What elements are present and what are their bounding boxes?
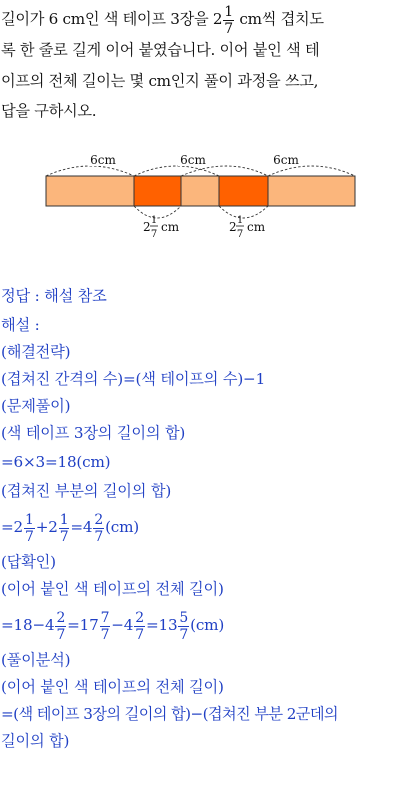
haeseol-label: 해설 : [1, 316, 40, 334]
overlap-arc-1 [134, 206, 181, 218]
overlap-expression: =2 $\frac{1}{7}$ +2 $\frac{1}{7}$ =4 $\frac{2}{7}$ (cm) [1, 511, 140, 545]
span-arc-4 [268, 166, 355, 176]
overlap-label-2 [229, 215, 266, 240]
check-expression: =18−4 $\frac{2}{7}$ =17 $\frac{7}{7}$ −4 $\frac{2}{7}$ =13 $\frac{5}{7}$ (cm) [1, 609, 225, 643]
fraction-one-seventh: $\frac{1}{7}$ [224, 3, 233, 37]
svg-text:2: 2 [143, 220, 151, 234]
check-text: (이어 붙인 색 테이프의 전체 길이) [1, 580, 224, 598]
sum-heading: (색 테이프 3장의 길이의 합) [1, 424, 186, 442]
overlap-segment-2 [219, 176, 268, 206]
problem-text [1, 4, 399, 127]
analysis-text: (이어 붙인 색 테이프의 전체 길이) [1, 678, 224, 696]
tape-bar [46, 176, 355, 206]
span-arc-3 [181, 166, 268, 176]
svg-text:1: 1 [236, 215, 244, 226]
overlap-label-1 [143, 215, 180, 240]
solution [1, 283, 338, 755]
svg-text:cm: cm [247, 220, 266, 234]
svg-text:1: 1 [150, 215, 158, 226]
tape-length-label-2: 6cm [180, 153, 206, 167]
analysis-expression-1: =(색 테이프 3장의 길이의 합)−(겹쳐진 부분 2군데의 [1, 705, 338, 723]
overlap-arc-2 [219, 206, 268, 218]
svg-text:cm: cm [161, 220, 180, 234]
overlap-segment-1 [134, 176, 181, 206]
check-heading: (답확인) [1, 553, 56, 571]
tape-length-label-1: 6cm [90, 153, 116, 167]
overlap-heading: (겹쳐진 부분의 길이의 합) [1, 482, 172, 500]
answer-line: 정답 : 해설 참조 [1, 287, 107, 305]
svg-text:2: 2 [229, 220, 237, 234]
strategy-heading: (해결전략) [1, 343, 71, 361]
svg-text:7: 7 [150, 229, 158, 240]
analysis-expression-2: 길이의 합) [1, 732, 70, 750]
span-arc-2 [134, 166, 219, 176]
problem-line-1: 길이가 6 cm인 색 테이프 3장을 2 $\frac{1}{7}$ cm씩 겹치도 [1, 3, 324, 37]
problem-line-2: 록 한 줄로 길게 이어 붙였습니다. 이어 붙인 색 테 [1, 41, 320, 60]
sum-expression: =6×3=18(cm) [1, 453, 111, 471]
strategy-text: (겹쳐진 간격의 수)=(색 테이프의 수)−1 [1, 370, 266, 388]
problem-line-4: 답을 구하시오. [1, 102, 97, 121]
solve-heading: (문제풀이) [1, 397, 71, 415]
tape-diagram [0, 148, 400, 248]
analysis-heading: (풀이분석) [1, 651, 71, 669]
svg-text:7: 7 [236, 229, 244, 240]
span-arc-1 [46, 166, 134, 176]
problem-line-3: 이프의 전체 길이는 몇 cm인지 풀이 과정을 쓰고, [1, 71, 319, 90]
tape-length-label-3: 6cm [273, 153, 299, 167]
